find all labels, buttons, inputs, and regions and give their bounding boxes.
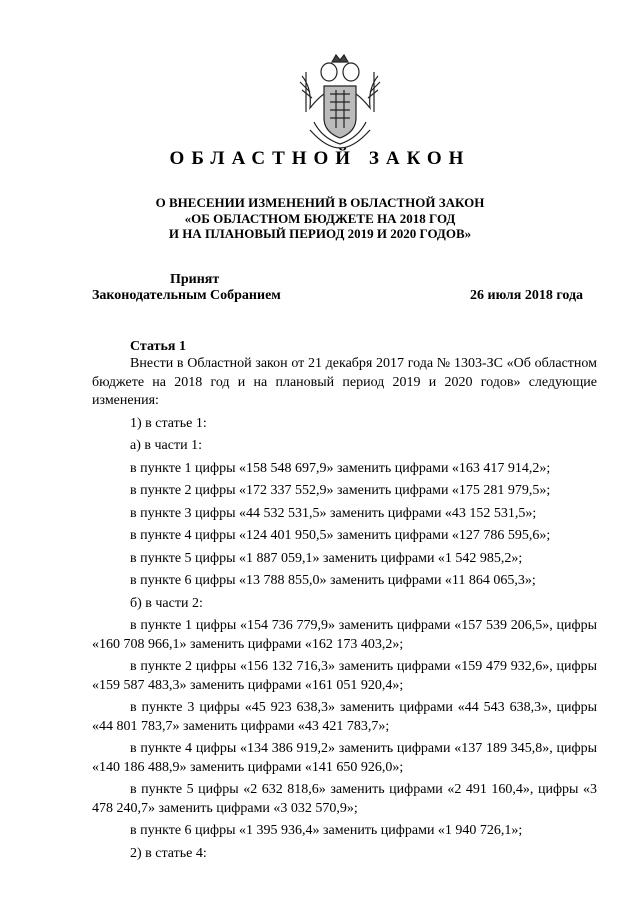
article-heading: Статья 1	[130, 339, 186, 354]
adoption-body: Законодательным Собранием	[92, 288, 281, 303]
list-item: в пункте 4 цифры «124 401 950,5» заменить цифрами «127 786 595,6»;	[130, 528, 551, 543]
coat-of-arms-icon	[296, 52, 384, 152]
list-item: 1) в статье 1:	[130, 415, 207, 431]
list-item: а) в части 1:	[130, 438, 202, 453]
subtitle-line: И НА ПЛАНОВЫЙ ПЕРИОД 2019 И 2020 ГОДОВ»	[168, 226, 472, 241]
list-item: б) в части 2:	[130, 595, 203, 611]
adoption-date: 26 июля 2018 года	[470, 288, 584, 303]
list-item: в пункте 3 цифры «45 923 638,3» заменить цифрами «44 543 638,3», цифры «44 801 783,7» заменить цифрами «43 421 783,7»;	[92, 700, 597, 734]
list-item: в пункте 1 цифры «154 736 779,9» заменить цифрами «157 539 206,5», цифры «160 708 966,1» заменить цифрами «162 173 403,2»;	[92, 618, 597, 652]
list-item: в пункте 5 цифры «2 632 818,6» заменить цифрами «2 491 160,4», цифры «3 478 240,7» заменить цифрами «3 032 570,9»;	[92, 782, 597, 816]
list-item: в пункте 6 цифры «1 395 936,4» заменить цифрами «1 940 726,1»;	[130, 823, 523, 838]
list-item: в пункте 5 цифры «1 887 059,1» заменить цифрами «1 542 985,2»;	[130, 550, 523, 566]
subtitle-line: О ВНЕСЕНИИ ИЗМЕНЕНИЙ В ОБЛАСТНОЙ ЗАКОН	[155, 195, 485, 210]
law-subtitle	[0, 195, 640, 242]
law-title: ОБЛАСТНОЙ ЗАКОН	[169, 148, 471, 169]
adoption-label: Принят	[170, 272, 220, 287]
list-item: в пункте 2 цифры «156 132 716,3» заменить цифрами «159 479 932,6», цифры «159 587 483,3» заменить цифрами «161 051 920,4»;	[92, 659, 597, 693]
article-intro: Внести в Областной закон от 21 декабря 2017 года № 1303-ЗС «Об областном бюджете на 2018 год и на плановый период 2019 и 2020 годов» следующие изменения:	[92, 356, 597, 408]
article-body	[92, 355, 597, 867]
list-item: 2) в статье 4:	[130, 845, 207, 861]
list-item: в пункте 6 цифры «13 788 855,0» заменить цифрами «11 864 065,3»;	[130, 573, 536, 588]
list-item: в пункте 1 цифры «158 548 697,9» заменить цифрами «163 417 914,2»;	[130, 460, 551, 476]
subtitle-line: «ОБ ОБЛАСТНОМ БЮДЖЕТЕ НА 2018 ГОД	[184, 210, 456, 226]
list-item: в пункте 2 цифры «172 337 552,9» заменить цифрами «175 281 979,5»;	[130, 483, 551, 498]
list-item: в пункте 3 цифры «44 532 531,5» заменить цифрами «43 152 531,5»;	[130, 505, 537, 521]
list-item: в пункте 4 цифры «134 386 919,2» заменить цифрами «137 189 345,8», цифры «140 186 488,9» заменить цифрами «141 650 926,0»;	[92, 741, 597, 775]
